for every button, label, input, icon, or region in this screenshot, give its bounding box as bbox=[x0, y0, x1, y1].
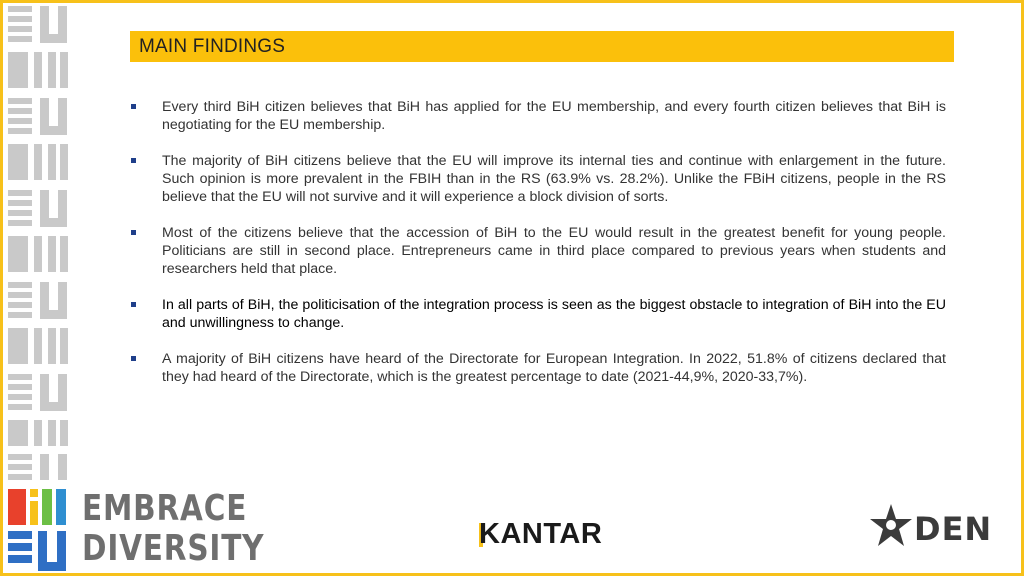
findings-list bbox=[130, 98, 946, 404]
finding-text: Every third BiH citizen believes that BiH has applied for the EU membership, and every fourth citizen believes that BiH is negotiating for the EU membership. bbox=[162, 99, 946, 133]
den-word: DEN bbox=[914, 510, 993, 548]
finding-item bbox=[130, 350, 946, 386]
bih-eu-colored-icon bbox=[8, 489, 70, 571]
bullet-icon bbox=[131, 302, 136, 307]
header-bar bbox=[130, 31, 954, 62]
finding-text: In all parts of BiH, the politicisation of the integration process is seen as the biggest obstacle to integration of BiH into the EU and unwillingness to change. bbox=[162, 297, 946, 331]
bullet-icon bbox=[131, 158, 136, 163]
embrace-diversity-logo bbox=[8, 488, 265, 571]
diversity-word: DIVERSITY bbox=[82, 528, 265, 569]
finding-text: Most of the citizens believe that the accession of BiH to the EU would result in the greatest benefit for young people. Politicians are still in second place. Entrepreneurs came in third place compared to previous years when students and researchers held that place. bbox=[162, 225, 946, 277]
page-title: MAIN FINDINGS bbox=[139, 36, 286, 57]
kantar-logo: KANTAR bbox=[479, 518, 603, 550]
embrace-word: EMBRACE bbox=[82, 488, 248, 529]
finding-item bbox=[130, 224, 946, 278]
finding-text: The majority of BiH citizens believe that the EU will improve its internal ties and continue with enlargement in the future. Such opinion is more prevalent in the FBIH than in the RS (63.9% vs. 28.2%). Unlike the FBiH citizens, people in the RS believe that the EU will not survive and it will experience a block division of sorts. bbox=[162, 153, 946, 205]
finding-text: A majority of BiH citizens have heard of the Directorate for European Integration. In 2022, 51.8% of citizens declared that they had heard of the Directorate, which is the greatest percentage to date (2021-44,9%, 2020-33,7%). bbox=[162, 351, 946, 385]
den-logo bbox=[868, 502, 993, 554]
bullet-icon bbox=[131, 356, 136, 361]
finding-item bbox=[130, 296, 946, 332]
star-icon bbox=[868, 502, 914, 550]
bullet-icon bbox=[131, 104, 136, 109]
finding-item bbox=[130, 152, 946, 206]
eu-bih-side-pattern bbox=[8, 6, 70, 482]
bullet-icon bbox=[131, 230, 136, 235]
finding-item bbox=[130, 98, 946, 134]
